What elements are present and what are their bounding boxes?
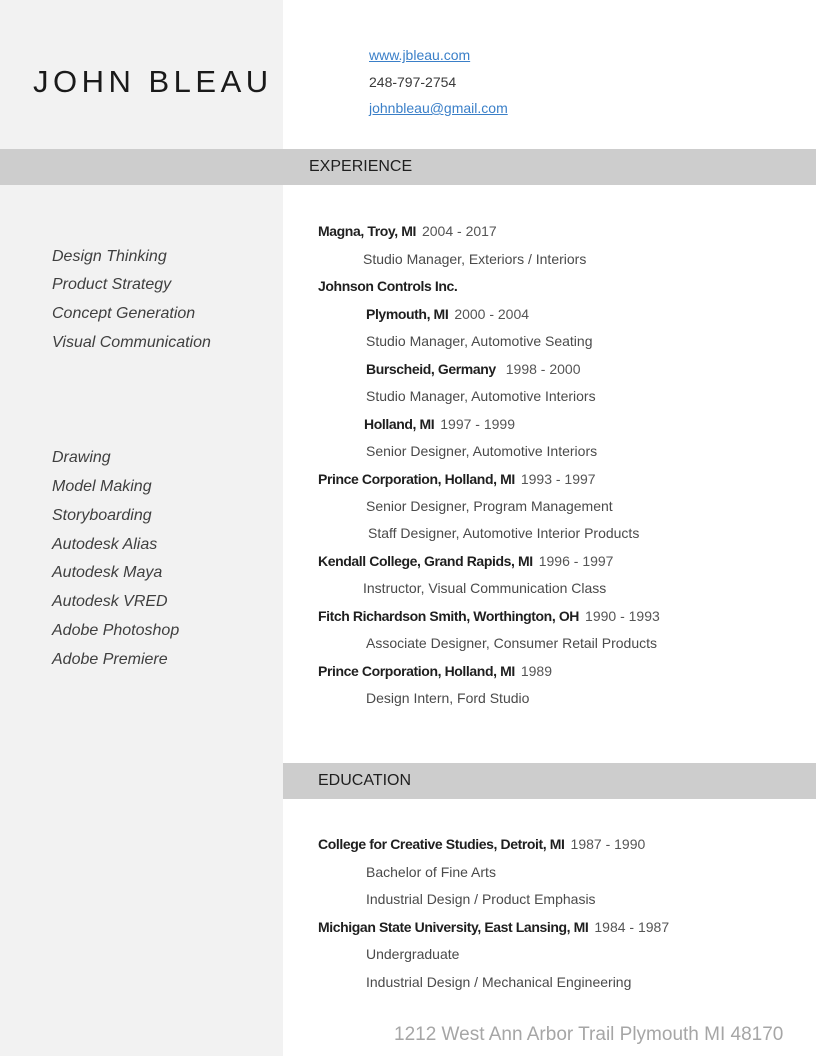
date-range: 1990 - 1993 [585,608,660,624]
tool-item: Adobe Photoshop [52,622,180,639]
skill-item: Visual Communication [52,334,211,351]
experience-role [366,333,592,349]
date-range: 2004 - 2017 [421,223,497,239]
skill-item: Concept Generation [52,305,196,322]
role-title: Design Intern, Ford Studio [366,690,530,706]
date-range: 1987 - 1990 [570,836,646,852]
experience-entry [318,223,497,239]
employer-name: Prince Corporation, Holland, MI [318,471,515,487]
experience-entry [318,608,660,624]
location-name: Holland, MI [364,416,435,432]
role-title: Staff Designer, Automotive Interior Products [368,525,640,541]
experience-role [366,498,613,514]
role-title: Instructor, Visual Communication Class [363,580,607,596]
employer-name: Prince Corporation, Holland, MI [318,663,515,679]
date-range: 1997 - 1999 [440,416,515,432]
experience-role [366,388,596,404]
employer-name: Magna, Troy, MI [318,223,416,239]
experience-location [364,416,515,432]
degree-text: Undergraduate [366,946,460,962]
role-title: Senior Designer, Program Management [366,498,613,514]
location-name: Plymouth, MI [366,306,449,322]
experience-role [368,525,639,541]
experience-role [366,635,657,651]
experience-location [366,306,529,322]
major-text: Industrial Design / Mechanical Engineering [366,974,632,990]
mailing-address: 1212 West Ann Arbor Trail Plymouth MI 48170 [394,1024,784,1045]
employer-name: Fitch Richardson Smith, Worthington, OH [318,608,580,624]
education-detail [366,864,496,880]
education-heading: EDUCATION [318,772,412,789]
date-range: 1989 [520,663,552,679]
degree-text: Bachelor of Fine Arts [366,864,496,880]
tool-item: Drawing [52,449,111,466]
role-title: Studio Manager, Automotive Interiors [366,388,596,404]
employer-name: Johnson Controls Inc. [318,278,458,294]
date-range: 1993 - 1997 [520,471,596,487]
experience-role [366,443,597,459]
tool-item: Adobe Premiere [52,651,168,668]
location-name: Burscheid, Germany [366,361,496,377]
email-link[interactable]: johnbleau@gmail.com [369,100,508,116]
experience-heading: EXPERIENCE [309,158,413,175]
website-link[interactable]: www.jbleau.com [369,47,471,63]
major-text: Industrial Design / Product Emphasis [366,891,596,907]
employer-name: Kendall College, Grand Rapids, MI [318,553,533,569]
experience-entry [318,553,613,569]
education-entry [318,836,645,852]
role-title: Senior Designer, Automotive Interiors [366,443,598,459]
skill-item: Product Strategy [52,276,172,293]
date-range: 1996 - 1997 [538,553,614,569]
experience-entry [318,471,596,487]
education-detail [366,891,596,907]
role-title: Studio Manager, Automotive Seating [366,333,593,349]
experience-role [363,580,606,596]
date-range: 2000 - 2004 [454,306,530,322]
education-entry [318,919,669,935]
education-detail [366,974,631,990]
experience-location [366,361,580,377]
education-detail [366,946,459,962]
role-title: Studio Manager, Exteriors / Interiors [363,251,587,267]
name-heading: JOHN BLEAU [33,64,273,99]
role-title: Associate Designer, Consumer Retail Products [366,635,658,651]
experience-role [366,690,529,706]
experience-entry [318,663,552,679]
date-range: 1998 - 2000 [505,361,581,377]
experience-entry [318,278,457,294]
skill-item: Design Thinking [52,248,167,265]
phone-number: 248-797-2754 [369,74,457,90]
tool-item: Model Making [52,478,152,495]
date-range: 1984 - 1987 [594,919,670,935]
experience-role [363,251,586,267]
school-name: Michigan State University, East Lansing, MI [318,919,589,935]
tool-item: Autodesk Alias [52,536,158,553]
tool-item: Autodesk Maya [52,564,163,581]
tool-item: Storyboarding [52,507,152,524]
tool-item: Autodesk VRED [52,593,168,610]
school-name: College for Creative Studies, Detroit, MI [318,836,565,852]
